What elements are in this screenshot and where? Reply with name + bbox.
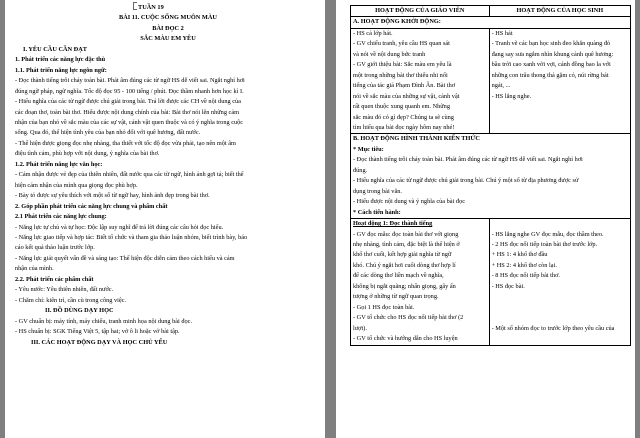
cell-line: nói về sắc màu của những sự vật, cảnh vật: [353, 92, 460, 100]
student-cell: [489, 219, 630, 345]
goal-label: * Mục tiêu:: [353, 145, 384, 153]
section-b-cell: [351, 134, 631, 219]
cell-line: - HS đọc bài.: [491, 282, 525, 290]
cell-line: - 2 HS đọc nối tiếp toàn bài thơ trước lớp.: [491, 240, 598, 248]
cell-line: - Tranh vẽ các bạn học sinh đeo khăn quàng đỏ: [491, 40, 611, 48]
body-line: các đoạn thơ, toàn bài thơ. Hiểu được nội dung chính của bài: Bài thơ nói lên những cảm: [15, 108, 240, 116]
cell-line: sắc màu đó có gì đẹp? Chúng ta sẽ cùng: [353, 113, 454, 121]
cell-line: không bị ngắt quãng; nhấn giọng, gây ấn: [353, 282, 456, 290]
student-column-header: HOẠT ĐỘNG CỦA HỌC SINH: [489, 6, 630, 17]
body-line: - Năng lực giải quyết vấn đề và sáng tạo: Thể hiện độc diễn cảm theo cách hiểu và cảm: [15, 254, 235, 262]
body-line: - Năng lực giao tiếp và hợp tác: Biết tổ chức và tham gia thảo luận nhóm, biết trình bày, báo: [15, 233, 248, 241]
goal-line: - Hiểu nghĩa của các từ ngữ được chú giải trong bài. Chú ý một số từ địa phương được sử: [353, 177, 579, 185]
body-line: nhận của mình.: [15, 265, 54, 273]
goal-line: - Đọc thành tiếng trôi chảy toàn bài. Phát âm đúng các từ ngữ HS dễ viết sai. Ngắt nghỉ hơi: [353, 156, 583, 164]
table-section-row: [351, 17, 631, 28]
cell-line: - GV giới thiệu bài: Sắc màu em yêu là: [353, 61, 452, 69]
cell-line: - Gọi 1 HS đọc toàn bài.: [353, 303, 415, 311]
lesson-page-left: [5, 0, 325, 438]
lesson-title: BÀI 11. CUỘC SỐNG MUÔN MÀU: [119, 14, 217, 22]
cell-line: - 8 HS đọc nối tiếp bài thơ.: [491, 272, 560, 280]
cell-line: lượt).: [353, 324, 367, 332]
reading-number: BÀI ĐỌC 2: [152, 24, 184, 32]
cell-line: tiếng của tác giả Phạm Đình Ân. Bài thơ: [353, 82, 456, 90]
cell-line: - GV tổ chức và hướng dẫn cho HS luyện: [353, 335, 458, 343]
cell-line: - GV đọc mẫu: đọc toàn bài thơ với giọng: [353, 230, 459, 238]
reading-title: SẮC MÀU EM YÊU: [140, 35, 196, 43]
body-line: - HS chuẩn bị: SGK Tiếng Việt 5, tập hai; vở ô li hoặc vở bài tập.: [15, 328, 180, 336]
body-line: sống. Qua đó, thể hiện tình yêu của bạn nhỏ đối với quê hương, đất nước.: [15, 129, 201, 137]
activity-table: [350, 5, 631, 346]
week-heading: TUẦN 19: [15, 2, 321, 13]
text-cursor-marker: [133, 2, 137, 10]
subsection-heading: 1.1. Phát triển năng lực ngôn ngữ:: [15, 66, 107, 74]
teacher-cell: [351, 28, 490, 134]
body-line: - Yêu nước: Yêu thiên nhiên, đất nước.: [15, 286, 114, 294]
teacher-cell: [351, 219, 490, 345]
cell-line: và nói về nội dung bức tranh: [353, 50, 426, 58]
cell-line: - GV chiếu tranh, yêu cầu HS quan sát: [353, 40, 450, 48]
cell-line: - HS hát: [491, 29, 513, 37]
body-line: - Cảm nhận được vẻ đẹp của thiên nhiên, đất nước qua các từ ngữ, hình ảnh gợi tả; biết thể: [15, 171, 244, 179]
table-header-row: [351, 6, 631, 17]
howto-label: * Cách tiến hành:: [353, 208, 401, 216]
subsection-heading: 2.2. Phát triển các phẩm chất: [15, 275, 94, 283]
body-line: - GV chuẩn bị: máy tính, máy chiếu, tranh minh họa nội dung bài đọc.: [15, 317, 193, 325]
body-line: cáo kết quả thảo luận trước lớp.: [15, 244, 95, 252]
activity-1-heading: Hoạt động 1: Đọc thành tiếng: [353, 220, 433, 228]
goal-line: đúng.: [353, 166, 368, 174]
table-row: [351, 28, 631, 134]
cell-line: tìm hiểu qua bài đọc ngày hôm nay nhé!: [353, 123, 455, 131]
body-line: nhận của bạn nhỏ về sắc màu của các sự vật, cảnh vật quen thuộc và có ý nghĩa trong cuộc: [15, 118, 244, 126]
goal-line: - Hiểu được nội dung và ý nghĩa của bài đọc: [353, 198, 466, 206]
section-a-heading: A. HOẠT ĐỘNG KHỞI ĐỘNG:: [351, 17, 631, 28]
section-heading: I. YÊU CẦU CẦN ĐẠT: [23, 45, 87, 53]
table-section-row: [351, 134, 631, 219]
cell-line: - GV tổ chức cho HS đọc nối tiếp bài thơ (2: [353, 314, 464, 322]
cell-line: bầu trời cao xanh vời vợi, cánh đồng bao la với: [491, 61, 611, 69]
body-line: điệu tình cảm, phù hợp với nội dung, ý nghĩa của bài thơ.: [15, 150, 160, 158]
student-cell: [489, 28, 630, 134]
body-line: hiện cảm nhận của mình qua giọng đọc phù hợp.: [15, 181, 138, 189]
table-row: [351, 219, 631, 345]
subsection-heading: 1.2. Phát triển năng lực văn học:: [15, 160, 103, 168]
section-heading: II. ĐỒ DÙNG DẠY HỌC: [45, 307, 114, 315]
cell-line: những con trâu thong thả gặm cỏ, núi rừng bát: [491, 71, 609, 79]
cell-line: khó. Chú ý ngắt hơi cuối dòng thơ hợp lí: [353, 261, 456, 269]
cell-line: rất quen thuộc xung quanh em. Những: [353, 103, 450, 111]
body-line: - Bày tỏ được sự yêu thích với một số từ ngữ hay, hình ảnh đẹp trong bài thơ.: [15, 192, 210, 200]
section-heading: III. CÁC HOẠT ĐỘNG DẠY VÀ HỌC CHỦ YẾU: [31, 338, 168, 346]
cell-line: [492, 313, 628, 323]
teacher-column-header: HOẠT ĐỘNG CỦA GIÁO VIÊN: [351, 6, 490, 17]
body-line: - Đọc thành tiếng trôi chảy toàn bài. Phát âm đúng các từ ngữ HS dễ viết sai. Ngắt nghỉ hơi: [15, 77, 245, 85]
cell-line: - Một số nhóm đọc to trước lớp theo yêu cầu của: [491, 324, 615, 332]
body-line: - Hiểu nghĩa của các từ ngữ được chú giải trong bài. Trả lời được các CH về nội dung của: [15, 98, 241, 106]
cell-line: [492, 303, 628, 313]
subsection-heading: 2.1 Phát triển các năng lực chung:: [15, 213, 107, 221]
cell-line: nhẹ nhàng, tình cảm, đặc biệt là thể hiện ở: [353, 240, 460, 248]
cell-line: [492, 292, 628, 302]
goal-line: dụng trong bài văn.: [353, 187, 402, 195]
cell-line: - HS lắng nghe GV đọc mẫu, đọc thầm theo.: [491, 230, 604, 238]
cell-line: + HS 2: 4 khổ thơ còn lại.: [491, 261, 557, 269]
cell-line: - HS lắng nghe.: [491, 92, 532, 100]
cell-line: để các dòng thơ liền mạch về nghĩa,: [353, 272, 444, 280]
cell-line: một trong những bài thơ thiếu nhi nổi: [353, 71, 448, 79]
cell-line: tượng ở những từ ngữ quan trọng.: [353, 293, 439, 301]
section-b-heading: B. HOẠT ĐỘNG HÌNH THÀNH KIẾN THỨC: [353, 135, 480, 143]
body-line: - Thể hiện được giọng đọc nhẹ nhàng, tha thiết với tốc độ đọc vừa phải, tạo nên một âm: [15, 139, 236, 147]
body-line: - Chăm chỉ: kiên trì, cần cù trong công việc.: [15, 296, 127, 304]
cell-line: - HS cả lớp hát.: [353, 29, 393, 37]
body-line: đúng ngữ pháp, ngữ nghĩa. Tốc độ đọc 95 - 100 tiếng / phút. Đọc thầm nhanh hơn học kì I.: [15, 87, 244, 95]
cell-line: đang say sưa ngắm nhìn khung cảnh quê hương:: [491, 50, 614, 58]
subsection-heading: 2. Góp phần phát triển các năng lực chung và phẩm chất: [15, 202, 168, 210]
cell-line: ngát, ...: [491, 82, 511, 90]
cell-line: [492, 219, 628, 229]
body-line: - Năng lực tự chủ và tự học: Độc lập suy nghĩ để trả lời đúng các câu hỏi đọc hiểu.: [15, 223, 224, 231]
cell-line: khổ thơ cuối, kết hợp giải nghĩa từ ngữ: [353, 251, 452, 259]
subsection-heading: 1. Phát triển các năng lực đặc thù: [15, 56, 106, 64]
lesson-page-right: [336, 0, 635, 438]
cell-line: + HS 1: 4 khổ thơ đầu: [491, 251, 548, 259]
